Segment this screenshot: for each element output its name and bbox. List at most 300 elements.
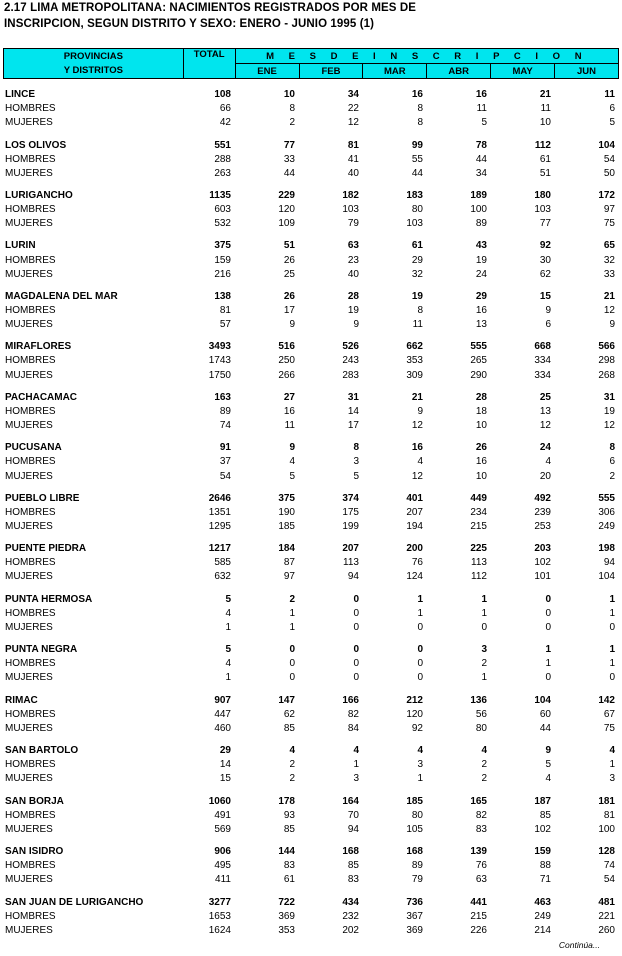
district-row-month-value: 21: [411, 391, 423, 403]
district-row: [3, 795, 619, 809]
mujeres-row-month-value: 61: [283, 874, 295, 886]
mujeres-row-month-value: 0: [417, 621, 423, 633]
mujeres-row-month-value: 5: [481, 117, 487, 129]
mujeres-row-month-value: 79: [411, 874, 423, 886]
district-row: [3, 694, 619, 708]
district-row-month-value: 2: [289, 593, 295, 605]
district-row-month-value: 668: [534, 341, 551, 353]
mujeres-row-label: MUJERES: [5, 924, 53, 936]
district-row-month-value: 1: [481, 593, 487, 605]
mujeres-row-month-value: 12: [539, 420, 551, 432]
hombres-row-total: 447: [214, 708, 231, 720]
mujeres-row-month-value: 10: [539, 117, 551, 129]
hombres-row-month-value: 2: [289, 759, 295, 771]
district-row-month-value: 25: [539, 391, 551, 403]
district-row-month-value: 142: [598, 694, 615, 706]
mujeres-row-month-value: 17: [347, 420, 359, 432]
hombres-row-month-value: 26: [283, 254, 295, 266]
hombres-row-month-value: 103: [342, 204, 359, 216]
mujeres-row-month-value: 105: [406, 823, 423, 835]
district-row-month-value: 449: [470, 492, 487, 504]
district-row-total: 91: [219, 442, 231, 454]
hombres-row-month-value: 8: [289, 103, 295, 115]
hombres-row-month-value: 232: [342, 910, 359, 922]
district-row-month-value: 19: [411, 290, 423, 302]
row-spacer-cell: [3, 484, 619, 492]
district-row: [3, 744, 619, 758]
mujeres-row: [3, 823, 619, 837]
hombres-row-total: 495: [214, 860, 231, 872]
district-row: [3, 239, 619, 253]
mujeres-row-month-value: 1: [417, 773, 423, 785]
header-total: TOTAL: [183, 49, 235, 79]
mujeres-row-month-value: 9: [353, 319, 359, 331]
hombres-row-month-value: 14: [347, 405, 359, 417]
mujeres-row: [3, 217, 619, 231]
row-spacer: [3, 837, 619, 845]
district-row-label: LURIGANCHO: [5, 189, 73, 201]
district-row-month-value: 4: [481, 745, 487, 757]
district-row-month-value: 375: [278, 492, 295, 504]
mujeres-row-month-value: 25: [283, 268, 295, 280]
hombres-row-month-value: 17: [283, 305, 295, 317]
district-row-total: 138: [214, 290, 231, 302]
mujeres-row-month-value: 71: [539, 874, 551, 886]
district-row-total: 108: [214, 89, 231, 101]
hombres-row-month-value: 80: [411, 809, 423, 821]
hombres-row-month-value: 334: [534, 355, 551, 367]
hombres-row-total: 288: [214, 153, 231, 165]
district-row-total: 375: [214, 240, 231, 252]
hombres-row-month-value: 1: [609, 607, 615, 619]
district-row-label: RIMAC: [5, 694, 38, 706]
hombres-row-month-value: 113: [343, 557, 359, 569]
hombres-row-month-value: 19: [603, 405, 615, 417]
mujeres-row-month-value: 10: [475, 420, 487, 432]
hombres-row-month-value: 76: [411, 557, 423, 569]
mujeres-row: [3, 318, 619, 332]
mujeres-row-month-value: 12: [347, 117, 359, 129]
title-line-2: INSCRIPCION, SEGUN DISTRITO Y SEXO: ENERO - JUNIO 1995 (1): [4, 18, 375, 30]
district-row-month-value: 128: [598, 846, 615, 858]
district-row-month-value: 516: [278, 341, 295, 353]
row-spacer-cell: [3, 736, 619, 744]
mujeres-row-month-value: 2: [289, 773, 295, 785]
district-row-month-value: 8: [609, 442, 615, 454]
mujeres-row-month-value: 249: [598, 520, 615, 532]
hombres-row-label: HOMBRES: [5, 204, 56, 216]
mujeres-row-month-value: 309: [406, 369, 423, 381]
mujeres-row-month-value: 0: [609, 621, 615, 633]
mujeres-row: [3, 469, 619, 483]
row-spacer-cell: [3, 433, 619, 441]
data-table-body: [3, 88, 619, 938]
hombres-row: [3, 506, 619, 520]
district-row: [3, 896, 619, 910]
mujeres-row-month-value: 112: [471, 571, 487, 583]
hombres-row-total: 37: [219, 456, 231, 468]
mujeres-row-label: MUJERES: [5, 621, 53, 633]
district-row-month-value: 401: [406, 492, 423, 504]
district-row-month-value: 11: [604, 89, 615, 101]
mujeres-row-month-value: 102: [534, 823, 551, 835]
hombres-row-month-value: 2: [481, 658, 487, 670]
hombres-row-month-value: 11: [540, 103, 551, 115]
hombres-row-month-value: 70: [347, 809, 359, 821]
district-row-month-value: 29: [475, 290, 487, 302]
district-row-month-value: 187: [534, 795, 551, 807]
mujeres-row-month-value: 185: [278, 520, 295, 532]
mujeres-row-month-value: 63: [475, 874, 487, 886]
hombres-row-month-value: 4: [545, 456, 551, 468]
district-row-month-value: 555: [470, 341, 487, 353]
district-row: [3, 290, 619, 304]
hombres-row-month-value: 13: [539, 405, 551, 417]
row-spacer-cell: [3, 231, 619, 239]
district-row-month-value: 78: [475, 139, 487, 151]
row-spacer: [3, 786, 619, 794]
district-row-month-value: 144: [278, 846, 295, 858]
mujeres-row-month-value: 8: [417, 117, 423, 129]
hombres-row-month-value: 62: [283, 708, 295, 720]
hombres-row-month-value: 0: [353, 658, 359, 670]
hombres-row-month-value: 82: [347, 708, 359, 720]
mujeres-row-month-value: 12: [603, 420, 615, 432]
mujeres-row-month-value: 12: [411, 470, 423, 482]
district-row-month-value: 4: [353, 745, 359, 757]
mujeres-row-month-value: 109: [278, 218, 295, 230]
district-row-month-value: 1: [609, 593, 615, 605]
hombres-row-month-value: 16: [475, 305, 487, 317]
district-row: [3, 391, 619, 405]
header-mes-inscripcion: M E S D E I N S C R I P C I O N: [235, 49, 618, 64]
district-row-month-value: 164: [342, 795, 359, 807]
mujeres-row-month-value: 202: [342, 924, 359, 936]
mujeres-row-month-value: 44: [411, 167, 423, 179]
mujeres-row-month-value: 214: [534, 924, 551, 936]
district-row-month-value: 225: [470, 543, 487, 555]
mujeres-row-total: 532: [214, 218, 231, 230]
mujeres-row-label: MUJERES: [5, 218, 53, 230]
mujeres-row-month-value: 24: [475, 268, 487, 280]
hombres-row-label: HOMBRES: [5, 254, 56, 266]
row-spacer: [3, 383, 619, 391]
hombres-row-month-value: 19: [475, 254, 487, 266]
district-row-month-value: 26: [475, 442, 487, 454]
header-month: JUN: [555, 64, 619, 79]
district-row-label: SAN BARTOLO: [5, 745, 79, 757]
hombres-row-month-value: 30: [539, 254, 551, 266]
district-row-month-value: 16: [411, 89, 423, 101]
row-spacer: [3, 585, 619, 593]
hombres-row-month-value: 113: [471, 557, 487, 569]
row-spacer-cell: [3, 685, 619, 693]
hombres-row-month-value: 190: [278, 506, 295, 518]
mujeres-row-month-value: 5: [289, 470, 295, 482]
hombres-row-month-value: 23: [347, 254, 359, 266]
mujeres-row-month-value: 80: [475, 722, 487, 734]
row-spacer: [3, 433, 619, 441]
mujeres-row-month-value: 290: [470, 369, 487, 381]
mujeres-row-label: MUJERES: [5, 874, 53, 886]
district-row-month-value: 43: [475, 240, 487, 252]
row-spacer-cell: [3, 585, 619, 593]
district-row-month-value: 77: [283, 139, 295, 151]
row-spacer-cell: [3, 887, 619, 895]
district-row: [3, 492, 619, 506]
hombres-row-month-value: 243: [342, 355, 359, 367]
hombres-row-month-value: 1: [289, 607, 295, 619]
mujeres-row-month-value: 0: [609, 672, 615, 684]
district-row-month-value: 0: [289, 644, 295, 656]
hombres-row-month-value: 0: [353, 607, 359, 619]
district-row-month-value: 180: [534, 189, 551, 201]
mujeres-row-total: 1: [225, 621, 231, 633]
district-row-month-value: 16: [475, 89, 487, 101]
district-row: [3, 542, 619, 556]
hombres-row: [3, 153, 619, 167]
district-row-month-value: 61: [411, 240, 423, 252]
district-row-month-value: 8: [353, 442, 359, 454]
hombres-row-month-value: 3: [417, 759, 423, 771]
mujeres-row-total: 15: [219, 773, 231, 785]
hombres-row-month-value: 88: [539, 860, 551, 872]
mujeres-row-label: MUJERES: [5, 319, 53, 331]
mujeres-row-total: 54: [219, 470, 231, 482]
mujeres-row-month-value: 62: [539, 268, 551, 280]
mujeres-row-month-value: 11: [412, 319, 423, 331]
mujeres-row-month-value: 32: [411, 268, 423, 280]
row-spacer: [3, 887, 619, 895]
mujeres-row-month-value: 40: [347, 268, 359, 280]
mujeres-row-month-value: 9: [609, 319, 615, 331]
hombres-row-month-value: 369: [278, 910, 295, 922]
district-row-month-value: 185: [406, 795, 423, 807]
mujeres-row-total: 1624: [208, 924, 231, 936]
district-row-month-value: 26: [283, 290, 295, 302]
district-row-month-value: 92: [539, 240, 551, 252]
mujeres-row-month-value: 54: [603, 874, 615, 886]
mujeres-row-month-value: 89: [475, 218, 487, 230]
district-row-month-value: 136: [470, 694, 487, 706]
district-row-month-value: 0: [353, 593, 359, 605]
hombres-row-label: HOMBRES: [5, 355, 56, 367]
district-row-month-value: 172: [598, 189, 615, 201]
hombres-row-month-value: 82: [475, 809, 487, 821]
mujeres-row: [3, 520, 619, 534]
hombres-row-total: 159: [214, 254, 231, 266]
district-row-month-value: 27: [283, 391, 295, 403]
hombres-row-month-value: 250: [278, 355, 295, 367]
mujeres-row-month-value: 0: [417, 672, 423, 684]
mujeres-row-month-value: 199: [342, 520, 359, 532]
mujeres-row-month-value: 369: [406, 924, 423, 936]
district-row-label: LURIN: [5, 240, 36, 252]
hombres-row-month-value: 1: [481, 607, 487, 619]
district-row-month-value: 165: [470, 795, 487, 807]
district-row-month-value: 182: [342, 189, 359, 201]
district-row-total: 5: [225, 593, 231, 605]
hombres-row-month-value: 85: [539, 809, 551, 821]
district-row-month-value: 0: [353, 644, 359, 656]
mujeres-row-month-value: 0: [545, 672, 551, 684]
hombres-row-month-value: 19: [347, 305, 359, 317]
hombres-row-month-value: 54: [603, 153, 615, 165]
mujeres-row-month-value: 97: [283, 571, 295, 583]
district-row-month-value: 81: [347, 139, 359, 151]
mujeres-row-month-value: 0: [481, 621, 487, 633]
district-row-month-value: 481: [598, 896, 615, 908]
district-row-label: PACHACAMAC: [5, 391, 78, 403]
mujeres-row: [3, 621, 619, 635]
hombres-row-label: HOMBRES: [5, 658, 56, 670]
hombres-row-month-value: 76: [475, 860, 487, 872]
mujeres-row-total: 1295: [208, 520, 231, 532]
hombres-row-label: HOMBRES: [5, 910, 56, 922]
mujeres-row-month-value: 0: [353, 672, 359, 684]
row-spacer-cell: [3, 282, 619, 290]
district-row-label: SAN JUAN DE LURIGANCHO: [5, 896, 144, 908]
mujeres-row-month-value: 104: [598, 571, 615, 583]
district-row-month-value: 184: [278, 543, 295, 555]
mujeres-row: [3, 924, 619, 938]
mujeres-row: [3, 570, 619, 584]
hombres-row-month-value: 9: [417, 405, 423, 417]
mujeres-row-total: 216: [214, 268, 231, 280]
hombres-row-label: HOMBRES: [5, 305, 56, 317]
mujeres-row-label: MUJERES: [5, 268, 53, 280]
district-row-label: MAGDALENA DEL MAR: [5, 290, 118, 302]
district-row-total: 3277: [208, 896, 231, 908]
district-row-month-value: 1: [545, 644, 551, 656]
header-month: ABR: [427, 64, 491, 79]
hombres-row-month-value: 16: [475, 456, 487, 468]
hombres-row-month-value: 298: [598, 355, 615, 367]
mujeres-row-label: MUJERES: [5, 117, 53, 129]
hombres-row-month-value: 89: [411, 860, 423, 872]
hombres-row: [3, 203, 619, 217]
district-row-month-value: 0: [417, 644, 423, 656]
hombres-row-month-value: 0: [545, 607, 551, 619]
district-row-label: PUNTA HERMOSA: [5, 593, 93, 605]
row-spacer-cell: [3, 130, 619, 138]
header-month: MAY: [491, 64, 555, 79]
district-row-month-value: 51: [283, 240, 295, 252]
district-row-month-value: 1: [417, 593, 423, 605]
district-row-label: SAN ISIDRO: [5, 846, 64, 858]
row-spacer-cell: [3, 786, 619, 794]
hombres-row-label: HOMBRES: [5, 103, 56, 115]
district-row-month-value: 189: [470, 189, 487, 201]
hombres-row-month-value: 11: [476, 103, 487, 115]
district-row-month-value: 166: [342, 694, 359, 706]
hombres-row-total: 14: [219, 759, 231, 771]
mujeres-row-month-value: 51: [539, 167, 551, 179]
mujeres-row-label: MUJERES: [5, 722, 53, 734]
district-row-month-value: 492: [534, 492, 551, 504]
hombres-row-label: HOMBRES: [5, 405, 56, 417]
district-row-month-value: 28: [475, 391, 487, 403]
hombres-row: [3, 405, 619, 419]
hombres-row-month-value: 120: [406, 708, 423, 720]
district-row-label: LOS OLIVOS: [5, 139, 67, 151]
district-row: [3, 138, 619, 152]
district-row-month-value: 463: [534, 896, 551, 908]
hombres-row-month-value: 87: [283, 557, 295, 569]
hombres-row-month-value: 215: [470, 910, 487, 922]
district-row-month-value: 9: [289, 442, 295, 454]
row-spacer: [3, 635, 619, 643]
mujeres-row-month-value: 215: [470, 520, 487, 532]
district-row-month-value: 9: [545, 745, 551, 757]
district-row-month-value: 183: [406, 189, 423, 201]
hombres-row-total: 4: [225, 658, 231, 670]
mujeres-row-month-value: 94: [347, 823, 359, 835]
hombres-row-month-value: 61: [539, 153, 551, 165]
district-row-total: 29: [219, 745, 231, 757]
district-row-month-value: 104: [534, 694, 551, 706]
district-row-total: 163: [214, 391, 231, 403]
district-row-month-value: 4: [289, 745, 295, 757]
district-row-month-value: 63: [347, 240, 359, 252]
row-spacer: [3, 282, 619, 290]
mujeres-row-month-value: 13: [475, 319, 487, 331]
district-row-label: PUENTE PIEDRA: [5, 543, 87, 555]
district-row-month-value: 21: [603, 290, 615, 302]
mujeres-row-month-value: 0: [545, 621, 551, 633]
mujeres-row-month-value: 101: [534, 571, 551, 583]
district-row-month-value: 112: [534, 139, 551, 151]
row-spacer-cell: [3, 181, 619, 189]
mujeres-row-month-value: 124: [406, 571, 423, 583]
mujeres-row-label: MUJERES: [5, 520, 53, 532]
mujeres-row: [3, 419, 619, 433]
hombres-row-label: HOMBRES: [5, 759, 56, 771]
mujeres-row-label: MUJERES: [5, 420, 53, 432]
district-row-total: 906: [214, 846, 231, 858]
hombres-row-month-value: 1: [609, 658, 615, 670]
mujeres-row-month-value: 226: [470, 924, 487, 936]
district-row: [3, 643, 619, 657]
mujeres-row: [3, 772, 619, 786]
row-spacer-cell: [3, 837, 619, 845]
mujeres-row-month-value: 77: [539, 218, 551, 230]
hombres-row-month-value: 67: [603, 708, 615, 720]
mujeres-row-month-value: 10: [475, 470, 487, 482]
hombres-row-month-value: 55: [411, 153, 423, 165]
district-row-month-value: 28: [347, 290, 359, 302]
mujeres-row-month-value: 40: [347, 167, 359, 179]
row-spacer-cell: [3, 534, 619, 542]
hombres-row: [3, 607, 619, 621]
mujeres-row-month-value: 334: [534, 369, 551, 381]
hombres-row-total: 491: [214, 809, 231, 821]
hombres-row: [3, 254, 619, 268]
district-row-month-value: 441: [470, 896, 487, 908]
district-row-month-value: 147: [278, 694, 295, 706]
hombres-row: [3, 859, 619, 873]
hombres-row-month-value: 80: [411, 204, 423, 216]
hombres-row-month-value: 249: [534, 910, 551, 922]
row-spacer: [3, 736, 619, 744]
header-distritos: Y DISTRITOS: [4, 64, 184, 79]
row-spacer: [3, 332, 619, 340]
hombres-row-label: HOMBRES: [5, 708, 56, 720]
hombres-row-total: 585: [214, 557, 231, 569]
mujeres-row-total: 569: [214, 823, 231, 835]
mujeres-row-month-value: 260: [598, 924, 615, 936]
row-spacer: [3, 181, 619, 189]
